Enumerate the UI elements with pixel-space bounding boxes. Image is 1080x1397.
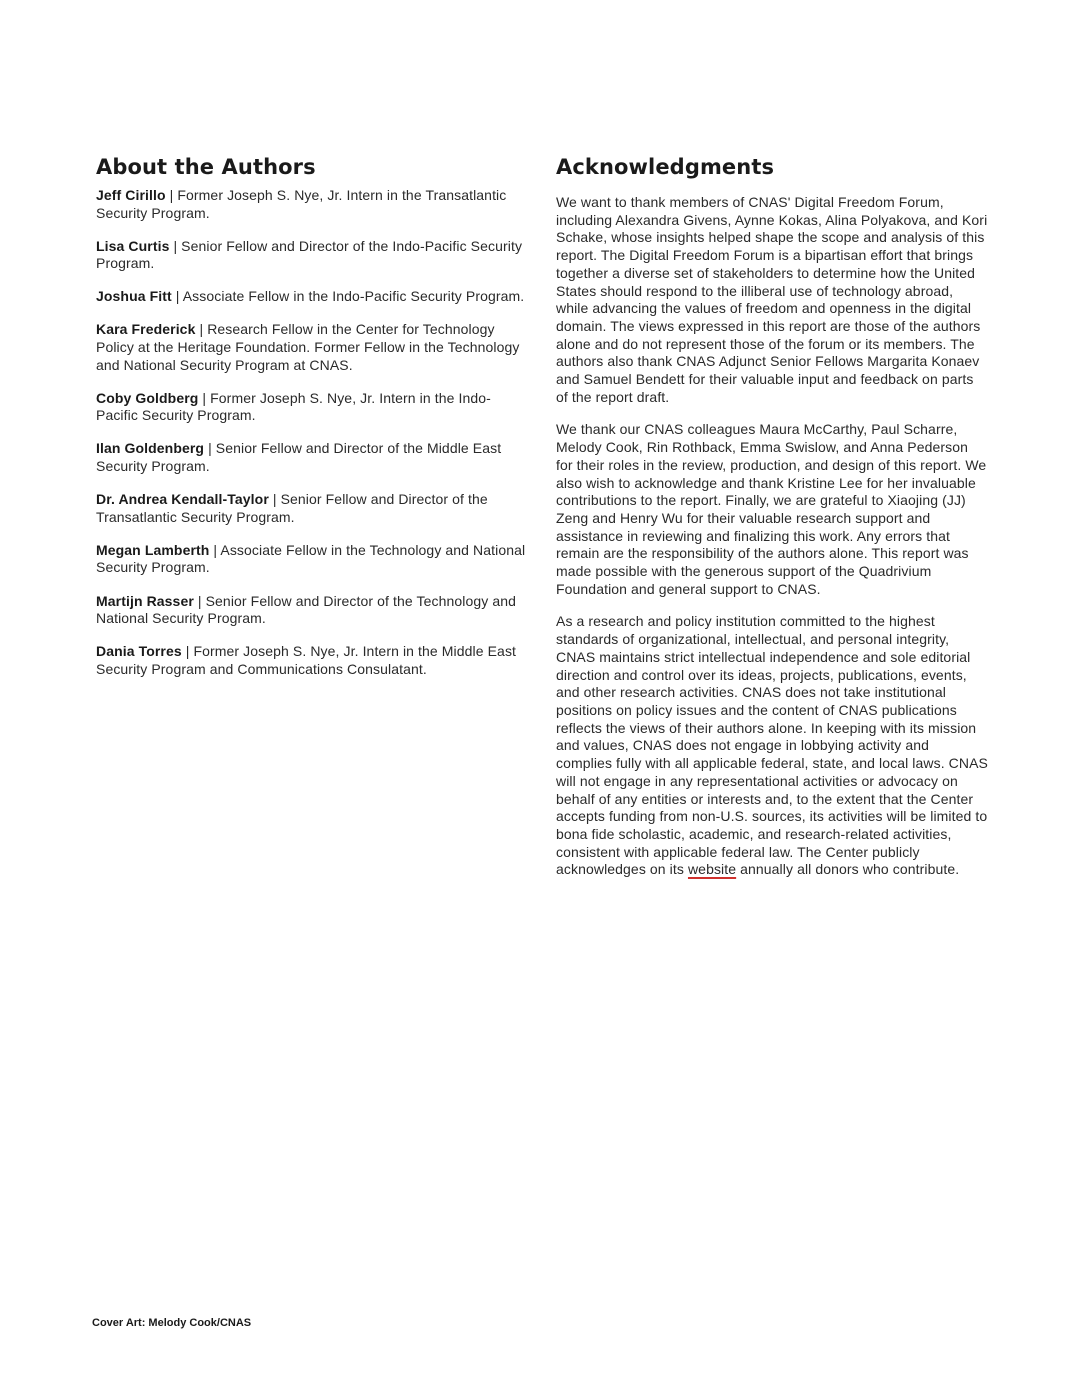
author-name: Megan Lamberth bbox=[96, 541, 210, 558]
author-role: Senior Fellow and Director of the Indo-Pacific Security Program. bbox=[96, 237, 523, 272]
author-entry: Martijn Rasser | Senior Fellow and Director of the Technology and National Security Program. bbox=[96, 592, 516, 627]
author-role: Senior Fellow and Director of the Transatlantic Security Program. bbox=[96, 491, 488, 525]
acknowledgments-paragraph-1: We want to thank members of CNAS' Digital Freedom Forum, including Alexandra Givens, Aynne Kokas, Alina Polyakova, and Kori Schake, whose insights helped shape the scope and analysis of this report. The Digital Freedom Forum is a bipartisan effort that brings together a diverse set of stakeholders to determine how the United States should respond to the illiberal use of technology abroad, while advancing the values of freedom and openness in the digital domain. The views expressed in this report are those of the authors alone and do not represent those of the forum or its members. The authors also thank CNAS Adjunct Senior Fellows Margarita Konaev and Samuel Bendett for their valuable input and feedback on parts of the report draft. bbox=[556, 194, 988, 405]
about-authors-heading: About the Authors bbox=[96, 155, 316, 179]
author-role: Associate Fellow in the Indo-Pacific Security Program. bbox=[182, 288, 525, 305]
author-role: Former Joseph S. Nye, Jr. Intern in the Middle East Security Program and Communications Consulatant. bbox=[96, 643, 517, 677]
about-authors-section bbox=[96, 155, 526, 694]
author-entry: Jeff Cirillo | Former Joseph S. Nye, Jr. Intern in the Transatlantic Security Program. bbox=[96, 187, 507, 221]
author-entry: Dania Torres | Former Joseph S. Nye, Jr. Intern in the Middle East Security Program and Communications Consulatant. bbox=[96, 643, 517, 677]
website-link[interactable]: website bbox=[687, 861, 737, 878]
paragraph-3-text-end: annually all donors who contribute. bbox=[736, 861, 960, 878]
author-name: Joshua Fitt bbox=[96, 288, 172, 305]
cover-art-credit: Cover Art: Melody Cook/CNAS bbox=[92, 1317, 252, 1329]
author-name: Dania Torres bbox=[96, 643, 182, 660]
author-role: Senior Fellow and Director of the Technology and National Security Program. bbox=[96, 592, 516, 627]
author-entry: Dr. Andrea Kendall-Taylor | Senior Fellow and Director of the Transatlantic Security Program. bbox=[96, 491, 488, 525]
author-role: Research Fellow in the Center for Technology Policy at the Heritage Foundation. Former Fellow in the Technology and National Security Program at CNAS. bbox=[96, 321, 520, 373]
author-role: Former Joseph S. Nye, Jr. Intern in the Transatlantic Security Program. bbox=[96, 187, 507, 221]
author-entry: Kara Frederick | Research Fellow in the Center for Technology Policy at the Heritage Foundation. Former Fellow in the Technology and National Security Program at CNAS. bbox=[96, 321, 520, 373]
author-name: Dr. Andrea Kendall-Taylor bbox=[96, 491, 269, 508]
acknowledgments-section bbox=[556, 155, 988, 894]
author-name: Kara Frederick bbox=[96, 321, 196, 338]
author-role: Former Joseph S. Nye, Jr. Intern in the Indo-Pacific Security Program. bbox=[96, 389, 491, 424]
author-role: Associate Fellow in the Technology and National Security Program. bbox=[96, 541, 526, 576]
paragraph-3-text: As a research and policy institution committed to the highest standards of organizational, intellectual, and personal integrity, CNAS maintains strict intellectual independence and sole editorial direction and control over its ideas, projects, publications, events, and other research activities. CNAS does not take institutional positions on policy issues and the content of CNAS publications reflects the views of their authors alone. In keeping with its mission and values, CNAS does not engage in lobbying activity and complies fully with all applicable federal, state, and local laws. CNAS will not engage in any representational activities or advocacy on behalf of any entities or interests and, to the extent that the Center accepts funding from non-U.S. sources, its activities will be limited to bona fide scholastic, academic, and research-related activities, consistent with applicable federal law. The Center publicly acknowledges on its bbox=[556, 613, 988, 878]
author-entry: Joshua Fitt | Associate Fellow in the Indo-Pacific Security Program. bbox=[96, 288, 525, 305]
author-entry: Megan Lamberth | Associate Fellow in the Technology and National Security Program. bbox=[96, 541, 526, 576]
author-name: Coby Goldberg bbox=[96, 389, 199, 406]
author-entry: Ilan Goldenberg | Senior Fellow and Director of the Middle East Security Program. bbox=[96, 440, 502, 475]
acknowledgments-paragraph-3 bbox=[556, 613, 988, 879]
author-name: Martijn Rasser bbox=[96, 592, 194, 609]
author-role: Senior Fellow and Director of the Middle East Security Program. bbox=[96, 440, 502, 475]
author-entry: Coby Goldberg | Former Joseph S. Nye, Jr. Intern in the Indo-Pacific Security Program. bbox=[96, 389, 491, 424]
author-entry: Lisa Curtis | Senior Fellow and Director of the Indo-Pacific Security Program. bbox=[96, 237, 523, 272]
author-name: Lisa Curtis bbox=[96, 237, 170, 254]
author-name: Jeff Cirillo bbox=[96, 187, 166, 203]
acknowledgments-paragraph-2: We thank our CNAS colleagues Maura McCarthy, Paul Scharre, Melody Cook, Rin Rothback, Emma Swislow, and Anna Pederson for their roles in the review, production, and design of this report. We also wish to acknowledge and thank Kristine Lee for her invaluable contributions to the report. Finally, we are grateful to Xiaojing (JJ) Zeng and Henry Wu for their valuable research support and assistance in reviewing and finalizing this work. Any errors that remain are the responsibility of the authors alone. This report was made possible with the generous support of the Quadrivium Foundation and general support to CNAS. bbox=[556, 421, 987, 597]
author-name: Ilan Goldenberg bbox=[96, 440, 205, 457]
acknowledgments-heading: Acknowledgments bbox=[556, 155, 775, 179]
